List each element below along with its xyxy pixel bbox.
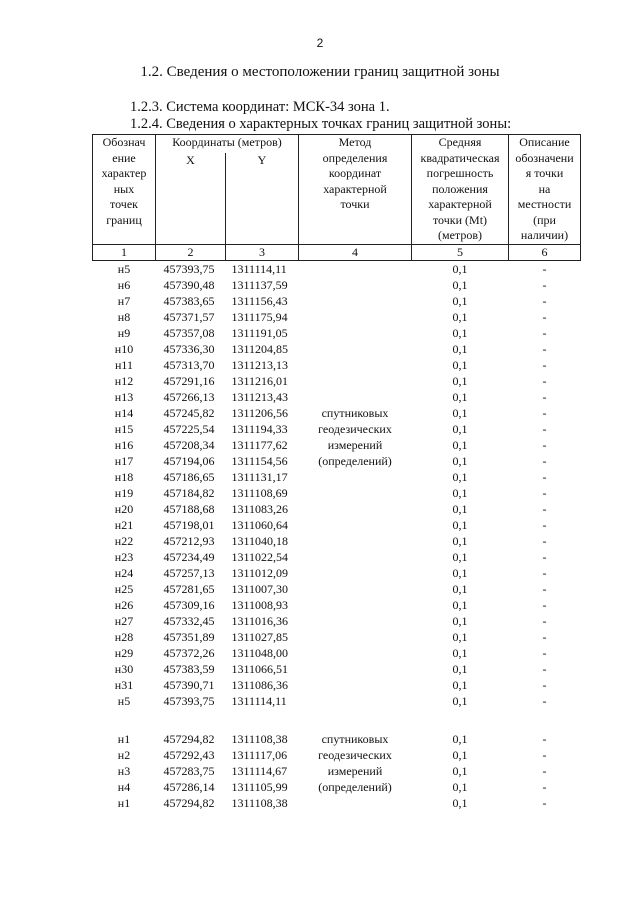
table-row xyxy=(93,469,581,485)
accuracy-value: 0,1 xyxy=(452,549,468,564)
coord-y: 1311206,56 xyxy=(231,405,289,420)
coord-y: 1311154,56 xyxy=(231,453,288,468)
column-number: 2 xyxy=(156,244,226,260)
description-value: - xyxy=(542,613,547,628)
accuracy-value: 0,1 xyxy=(452,341,468,356)
coord-x: 457245,82 xyxy=(163,405,215,420)
coord-x: 457351,89 xyxy=(163,629,215,644)
table-row xyxy=(93,549,581,565)
point-id: н19 xyxy=(114,485,134,500)
point-id: н22 xyxy=(114,533,134,548)
group-spacer xyxy=(93,709,581,731)
table-row xyxy=(93,389,581,405)
description-value: - xyxy=(542,261,547,276)
method-cell xyxy=(299,260,412,277)
point-id: н8 xyxy=(117,309,131,324)
header-line: характерной xyxy=(428,197,492,211)
accuracy-value: 0,1 xyxy=(452,661,468,676)
method-cell: (определений) xyxy=(318,453,392,468)
accuracy-value: 0,1 xyxy=(452,261,468,276)
method-cell xyxy=(299,661,412,677)
coord-x: 457294,82 xyxy=(163,731,215,746)
description-value: - xyxy=(542,277,547,292)
description-value: - xyxy=(542,677,547,692)
coord-y: 1311108,38 xyxy=(231,731,288,746)
description-value: - xyxy=(542,581,547,596)
coordinate-system: 1.2.3. Система координат: МСК-34 зона 1. xyxy=(130,99,390,115)
accuracy-value: 0,1 xyxy=(452,779,468,794)
method-cell xyxy=(299,693,412,709)
coord-y: 1311213,43 xyxy=(231,389,289,404)
method-cell xyxy=(299,469,412,485)
accuracy-value: 0,1 xyxy=(452,629,468,644)
method-cell xyxy=(299,597,412,613)
spacer-cell xyxy=(156,709,226,731)
coord-x: 457309,16 xyxy=(163,597,215,612)
header-line: характер xyxy=(101,166,147,180)
header-line: наличии) xyxy=(520,228,569,242)
coord-x: 457336,30 xyxy=(163,341,215,356)
description-value: - xyxy=(542,533,547,548)
description-value: - xyxy=(542,485,547,500)
accuracy-value: 0,1 xyxy=(452,453,468,468)
spacer-cell xyxy=(226,709,299,731)
table-row xyxy=(93,437,581,453)
table-row xyxy=(93,260,581,277)
accuracy-value: 0,1 xyxy=(452,645,468,660)
accuracy-value: 0,1 xyxy=(452,533,468,548)
point-id: н6 xyxy=(117,277,131,292)
header-line: точек xyxy=(110,197,138,211)
description-value: - xyxy=(542,469,547,484)
table-row xyxy=(93,341,581,357)
description-value: - xyxy=(542,661,547,676)
description-value: - xyxy=(542,405,547,420)
spacer-cell xyxy=(509,709,581,731)
header-line: квадратическая xyxy=(420,150,500,165)
method-cell xyxy=(299,277,412,293)
spacer-cell xyxy=(412,709,509,731)
accuracy-value: 0,1 xyxy=(452,795,468,810)
accuracy-value: 0,1 xyxy=(452,597,468,612)
description-value: - xyxy=(542,341,547,356)
accuracy-value: 0,1 xyxy=(452,677,468,692)
description-value: - xyxy=(542,357,547,372)
coord-x: 457208,34 xyxy=(163,437,215,452)
method-cell xyxy=(299,341,412,357)
coord-x: 457188,68 xyxy=(163,501,215,516)
method-cell xyxy=(299,485,412,501)
table-body xyxy=(93,260,581,811)
point-id: н1 xyxy=(117,795,131,810)
header-line: положения xyxy=(432,181,488,196)
point-id: н28 xyxy=(114,629,134,644)
header-line: я точки xyxy=(525,166,564,180)
accuracy-value: 0,1 xyxy=(452,373,468,388)
coord-x: 457393,75 xyxy=(163,693,215,708)
method-cell: (определений) xyxy=(318,779,392,794)
boundary-points-table xyxy=(92,134,581,811)
point-id: н27 xyxy=(114,613,134,628)
header-line: обозначени xyxy=(515,150,574,165)
header-line: Описание xyxy=(519,135,570,149)
point-id: н2 xyxy=(117,747,131,762)
description-value: - xyxy=(542,779,547,794)
coord-y: 1311012,09 xyxy=(231,565,289,580)
point-id: н16 xyxy=(114,437,134,452)
header-method xyxy=(299,135,412,245)
table-row xyxy=(93,597,581,613)
coord-y: 1311083,26 xyxy=(231,501,289,516)
coord-x: 457357,08 xyxy=(163,325,215,340)
header-line: характерной xyxy=(323,181,387,196)
method-cell xyxy=(299,613,412,629)
coord-x: 457266,13 xyxy=(163,389,215,404)
description-value: - xyxy=(542,389,547,404)
header-y: Y xyxy=(226,153,299,244)
coord-y: 1311022,54 xyxy=(231,549,289,564)
method-cell xyxy=(299,795,412,811)
description-value: - xyxy=(542,373,547,388)
column-number: 4 xyxy=(299,244,412,260)
column-number: 3 xyxy=(226,244,299,260)
header-line: (при xyxy=(533,212,556,227)
coord-x: 457383,65 xyxy=(163,293,215,308)
coord-x: 457383,59 xyxy=(163,661,215,676)
point-id: н11 xyxy=(115,357,133,372)
accuracy-value: 0,1 xyxy=(452,731,468,746)
point-id: н23 xyxy=(114,549,134,564)
coord-y: 1311108,69 xyxy=(231,485,288,500)
description-value: - xyxy=(542,549,547,564)
description-value: - xyxy=(542,731,547,746)
accuracy-value: 0,1 xyxy=(452,357,468,372)
coord-y: 1311105,99 xyxy=(231,779,288,794)
header-x: X xyxy=(156,153,226,244)
coord-x: 457186,65 xyxy=(163,469,215,484)
table-row xyxy=(93,293,581,309)
table-row xyxy=(93,405,581,421)
coord-x: 457332,45 xyxy=(163,613,215,628)
table-row xyxy=(93,731,581,747)
section-title: 1.2. Сведения о местоположении границ защитной зоны xyxy=(140,64,500,80)
header-line: точки xyxy=(340,197,370,211)
accuracy-value: 0,1 xyxy=(452,309,468,324)
coord-y: 1311114,67 xyxy=(231,763,288,778)
coord-y: 1311204,85 xyxy=(231,341,289,356)
header-line: границ xyxy=(106,212,142,227)
coord-y: 1311191,05 xyxy=(231,325,288,340)
table-row xyxy=(93,645,581,661)
description-value: - xyxy=(542,453,547,468)
point-id: н5 xyxy=(117,261,131,276)
method-cell xyxy=(299,629,412,645)
method-cell xyxy=(299,581,412,597)
accuracy-value: 0,1 xyxy=(452,613,468,628)
accuracy-value: 0,1 xyxy=(452,421,468,436)
description-value: - xyxy=(542,747,547,762)
method-cell: геодезических xyxy=(318,421,392,436)
coord-y: 1311108,38 xyxy=(231,795,288,810)
accuracy-value: 0,1 xyxy=(452,747,468,762)
description-value: - xyxy=(542,517,547,532)
accuracy-value: 0,1 xyxy=(452,325,468,340)
coord-y: 1311175,94 xyxy=(231,309,288,324)
coord-x: 457234,49 xyxy=(163,549,215,564)
table-row xyxy=(93,629,581,645)
point-id: н10 xyxy=(114,341,134,356)
point-id: н20 xyxy=(114,501,134,516)
method-cell xyxy=(299,293,412,309)
accuracy-value: 0,1 xyxy=(452,581,468,596)
table-row xyxy=(93,485,581,501)
method-cell xyxy=(299,501,412,517)
coord-x: 457393,75 xyxy=(163,261,215,276)
table-row xyxy=(93,517,581,533)
header-line: ение xyxy=(112,150,136,165)
accuracy-value: 0,1 xyxy=(452,469,468,484)
description-value: - xyxy=(542,693,547,708)
coord-x: 457184,82 xyxy=(163,485,215,500)
accuracy-value: 0,1 xyxy=(452,389,468,404)
point-id: н4 xyxy=(117,779,131,794)
point-id: н25 xyxy=(114,581,134,596)
point-id: н5 xyxy=(117,693,131,708)
table-row xyxy=(93,763,581,779)
description-value: - xyxy=(542,629,547,644)
coord-x: 457292,43 xyxy=(163,747,215,762)
coord-x: 457390,71 xyxy=(163,677,215,692)
accuracy-value: 0,1 xyxy=(452,437,468,452)
page-number: 2 xyxy=(316,36,324,50)
accuracy-value: 0,1 xyxy=(452,565,468,580)
accuracy-value: 0,1 xyxy=(452,501,468,516)
coord-x: 457372,26 xyxy=(163,645,215,660)
description-value: - xyxy=(542,645,547,660)
table-row xyxy=(93,501,581,517)
coord-x: 457390,48 xyxy=(163,277,215,292)
point-id: н26 xyxy=(114,597,134,612)
spacer-cell xyxy=(299,709,412,731)
header-description xyxy=(509,135,581,245)
header-point-designation xyxy=(93,135,156,245)
point-id: н3 xyxy=(117,763,131,778)
header-line: погрешность xyxy=(426,166,494,180)
coord-y: 1311066,51 xyxy=(231,661,289,676)
method-cell xyxy=(299,325,412,341)
method-cell xyxy=(299,357,412,373)
table-row xyxy=(93,779,581,795)
description-value: - xyxy=(542,501,547,516)
coord-y: 1311008,93 xyxy=(231,597,289,612)
table-row xyxy=(93,357,581,373)
column-number: 6 xyxy=(509,244,581,260)
coord-y: 1311048,00 xyxy=(231,645,289,660)
coord-x: 457198,01 xyxy=(163,517,215,532)
point-id: н18 xyxy=(114,469,134,484)
header-line: на xyxy=(538,181,551,196)
coord-y: 1311040,18 xyxy=(231,533,289,548)
header-line: точки (Mt) xyxy=(432,212,488,227)
coord-y: 1311216,01 xyxy=(231,373,289,388)
header-line: Обознач xyxy=(102,135,146,149)
coord-y: 1311114,11 xyxy=(231,693,287,708)
point-id: н21 xyxy=(114,517,134,532)
point-id: н31 xyxy=(114,677,134,692)
coord-y: 1311177,62 xyxy=(231,437,288,452)
table-row xyxy=(93,795,581,811)
coord-x: 457313,70 xyxy=(163,357,215,372)
table-row xyxy=(93,373,581,389)
description-value: - xyxy=(542,763,547,778)
point-id: н15 xyxy=(114,421,134,436)
header-line: определения xyxy=(322,150,388,165)
column-number: 1 xyxy=(93,244,156,260)
coord-y: 1311156,43 xyxy=(231,293,288,308)
method-cell xyxy=(299,565,412,581)
method-cell xyxy=(299,389,412,405)
table-row xyxy=(93,677,581,693)
coord-y: 1311194,33 xyxy=(231,421,288,436)
coord-y: 1311114,11 xyxy=(231,261,287,276)
header-line: местности xyxy=(517,197,572,211)
point-id: н7 xyxy=(117,293,131,308)
method-cell xyxy=(299,677,412,693)
coord-y: 1311060,64 xyxy=(231,517,289,532)
table-row xyxy=(93,325,581,341)
description-value: - xyxy=(542,421,547,436)
coord-y: 1311213,13 xyxy=(231,357,289,372)
coord-x: 457194,06 xyxy=(163,453,215,468)
header-coordinates: Координаты (метров) xyxy=(156,135,299,154)
coord-y: 1311016,36 xyxy=(231,613,289,628)
description-value: - xyxy=(542,325,547,340)
table-row xyxy=(93,693,581,709)
point-id: н29 xyxy=(114,645,134,660)
header-line: ных xyxy=(113,181,135,196)
method-cell xyxy=(299,645,412,661)
coord-x: 457225,54 xyxy=(163,421,215,436)
accuracy-value: 0,1 xyxy=(452,517,468,532)
method-cell xyxy=(299,517,412,533)
point-id: н12 xyxy=(114,373,134,388)
accuracy-value: 0,1 xyxy=(452,277,468,292)
table-row xyxy=(93,533,581,549)
coord-y: 1311117,06 xyxy=(231,747,288,762)
header-line: Метод xyxy=(338,135,372,149)
coord-y: 1311137,59 xyxy=(231,277,288,292)
table-row xyxy=(93,613,581,629)
table-row xyxy=(93,565,581,581)
description-value: - xyxy=(542,795,547,810)
spacer-cell xyxy=(93,709,156,731)
coord-y: 1311131,17 xyxy=(231,469,288,484)
coord-x: 457294,82 xyxy=(163,795,215,810)
description-value: - xyxy=(542,597,547,612)
accuracy-value: 0,1 xyxy=(452,693,468,708)
coord-x: 457257,13 xyxy=(163,565,215,580)
method-cell: спутниковых xyxy=(321,405,389,420)
point-id: н17 xyxy=(114,453,134,468)
table-row xyxy=(93,421,581,437)
coord-x: 457371,57 xyxy=(163,309,215,324)
coord-x: 457212,93 xyxy=(163,533,215,548)
coord-y: 1311086,36 xyxy=(231,677,289,692)
method-cell: измерений xyxy=(327,763,383,778)
coord-x: 457281,65 xyxy=(163,581,215,596)
accuracy-value: 0,1 xyxy=(452,405,468,420)
table-row xyxy=(93,453,581,469)
coord-y: 1311007,30 xyxy=(231,581,289,596)
description-value: - xyxy=(542,293,547,308)
accuracy-value: 0,1 xyxy=(452,485,468,500)
point-id: н30 xyxy=(114,661,134,676)
point-id: н14 xyxy=(114,405,134,420)
description-value: - xyxy=(542,565,547,580)
point-id: н1 xyxy=(117,731,131,746)
method-cell xyxy=(299,533,412,549)
header-line: (метров) xyxy=(438,228,482,242)
header-line: Средняя xyxy=(438,135,482,149)
method-cell: геодезических xyxy=(318,747,392,762)
table-row xyxy=(93,581,581,597)
coord-x: 457283,75 xyxy=(163,763,215,778)
method-cell xyxy=(299,549,412,565)
description-value: - xyxy=(542,437,547,452)
accuracy-value: 0,1 xyxy=(452,293,468,308)
coord-x: 457291,16 xyxy=(163,373,215,388)
header-accuracy xyxy=(412,135,509,245)
table-row xyxy=(93,277,581,293)
coord-x: 457286,14 xyxy=(163,779,215,794)
description-value: - xyxy=(542,309,547,324)
table-row xyxy=(93,661,581,677)
table-row xyxy=(93,747,581,763)
point-id: н13 xyxy=(114,389,134,404)
method-cell xyxy=(299,309,412,325)
method-cell: измерений xyxy=(327,437,383,452)
table-row xyxy=(93,309,581,325)
header-line: координат xyxy=(328,166,382,180)
method-cell: спутниковых xyxy=(321,731,389,746)
accuracy-value: 0,1 xyxy=(452,763,468,778)
method-cell xyxy=(299,373,412,389)
point-id: н24 xyxy=(114,565,134,580)
coord-y: 1311027,85 xyxy=(231,629,289,644)
points-heading: 1.2.4. Сведения о характерных точках границ защитной зоны: xyxy=(130,116,512,132)
column-number: 5 xyxy=(412,244,509,260)
point-id: н9 xyxy=(117,325,131,340)
